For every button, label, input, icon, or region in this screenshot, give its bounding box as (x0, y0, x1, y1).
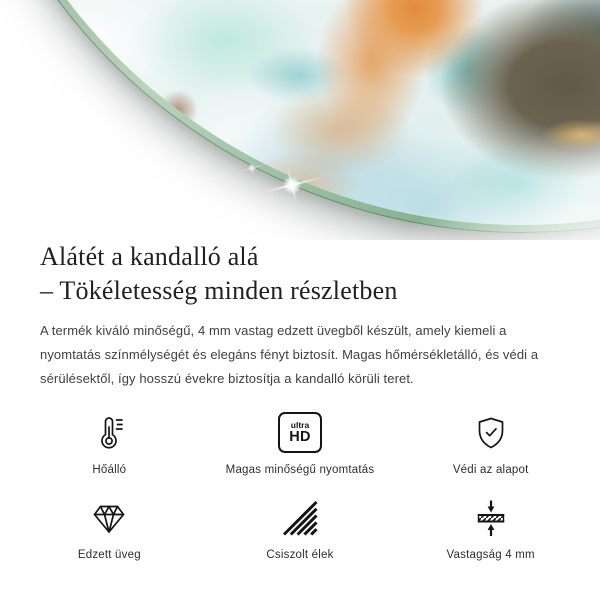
feature-label: Csiszolt élek (266, 549, 334, 561)
section-title (0, 240, 600, 308)
feature-thickness (395, 498, 586, 561)
ultra-hd-icon (278, 413, 322, 453)
feature-label: Védi az alapot (452, 464, 529, 476)
glass-disc (0, 0, 600, 233)
glass-disc-face (0, 0, 600, 225)
section-title-line1: Alátét a kandalló alá (40, 242, 259, 271)
feature-grid (14, 413, 586, 561)
polished-edges-icon (280, 498, 320, 538)
shield-check-icon (471, 413, 511, 453)
feature-label: Hőálló (92, 464, 127, 476)
uhd-badge-top: ultra (290, 419, 310, 430)
section-title-line2: – Tökéletesség minden részletben (40, 276, 398, 305)
diamond-icon (89, 498, 129, 538)
uhd-badge-bottom: HD (289, 428, 311, 445)
feature-print-quality (205, 413, 396, 476)
product-image (0, 0, 600, 240)
thickness-icon (471, 498, 511, 538)
feature-protects-base (395, 413, 586, 476)
thermometer-icon (89, 413, 129, 453)
section-description: A termék kiváló minőségű, 4 mm vastag edzett üvegből készült, amely kiemeli a nyomtatás színmélységét és elegáns fényt biztosít. Magas hőmérsékletálló, és védi a sérülésektől, így hosszú évekre biztosítja a kandalló körüli teret. (40, 323, 539, 386)
feature-polished-edges (205, 498, 396, 561)
product-description-section (0, 240, 600, 561)
feature-label: Magas minőségű nyomtatás (225, 464, 375, 476)
feature-label: Vastagság 4 mm (446, 549, 535, 561)
marble-artwork (0, 0, 600, 225)
feature-heat-resistant (14, 413, 205, 476)
feature-label: Edzett üveg (77, 549, 141, 561)
feature-tempered-glass (14, 498, 205, 561)
